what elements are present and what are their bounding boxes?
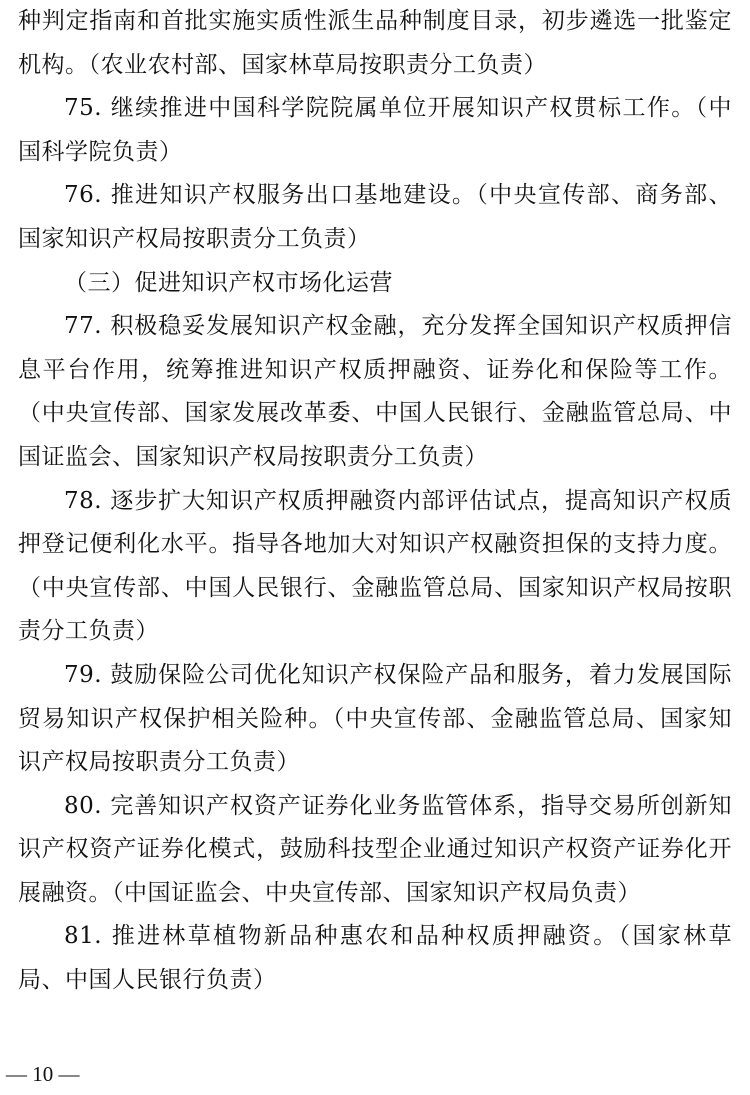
item-76: 76. 推进知识产权服务出口基地建设。（中央宣传部、商务部、国家知识产权局按职责分工负责） [18,182,732,252]
page-number: — 10 — [6,1062,80,1086]
item-77: 77. 积极稳妥发展知识产权金融，充分发挥全国知识产权质押信息平台作用，统筹推进知识产权质押融资、证券化和保险等工作。（中央宣传部、国家发展改革委、中国人民银行、金融监管总局、中国证监会、国家知识产权局按职责分工负责） [18,313,732,470]
item-79: 79. 鼓励保险公司优化知识产权保险产品和服务，着力发展国际贸易知识产权保护相关险种。（中央宣传部、金融监管总局、国家知识产权局按职责分工负责） [18,661,732,776]
section-heading: （三）促进知识产权市场化运营 [64,269,393,296]
item-80: 80. 完善知识产权资产证券化业务监管体系，指导交易所创新知识产权资产证券化模式，鼓励科技型企业通过知识产权资产证券化开展融资。（中国证监会、中央宣传部、国家知识产权局负责） [18,792,732,906]
paragraph-continuation: 种判定指南和首批实施实质性派生品种制度目录，初步遴选一批鉴定机构。（农业农村部、国家林草局按职责分工负责） [18,8,732,78]
item-75: 75. 继续推进中国科学院院属单位开展知识产权贯标工作。（中国科学院负责） [18,95,732,165]
item-78: 78. 逐步扩大知识产权质押融资内部评估试点，提高知识产权质押登记便利化水平。指导各地加大对知识产权融资担保的支持力度。（中央宣传部、中国人民银行、金融监管总局、国家知识产权局按职责分工负责） [18,487,732,645]
item-81: 81. 推进林草植物新品种惠农和品种权质押融资。（国家林草局、中国人民银行负责） [18,923,732,994]
document-body [18,0,732,1003]
